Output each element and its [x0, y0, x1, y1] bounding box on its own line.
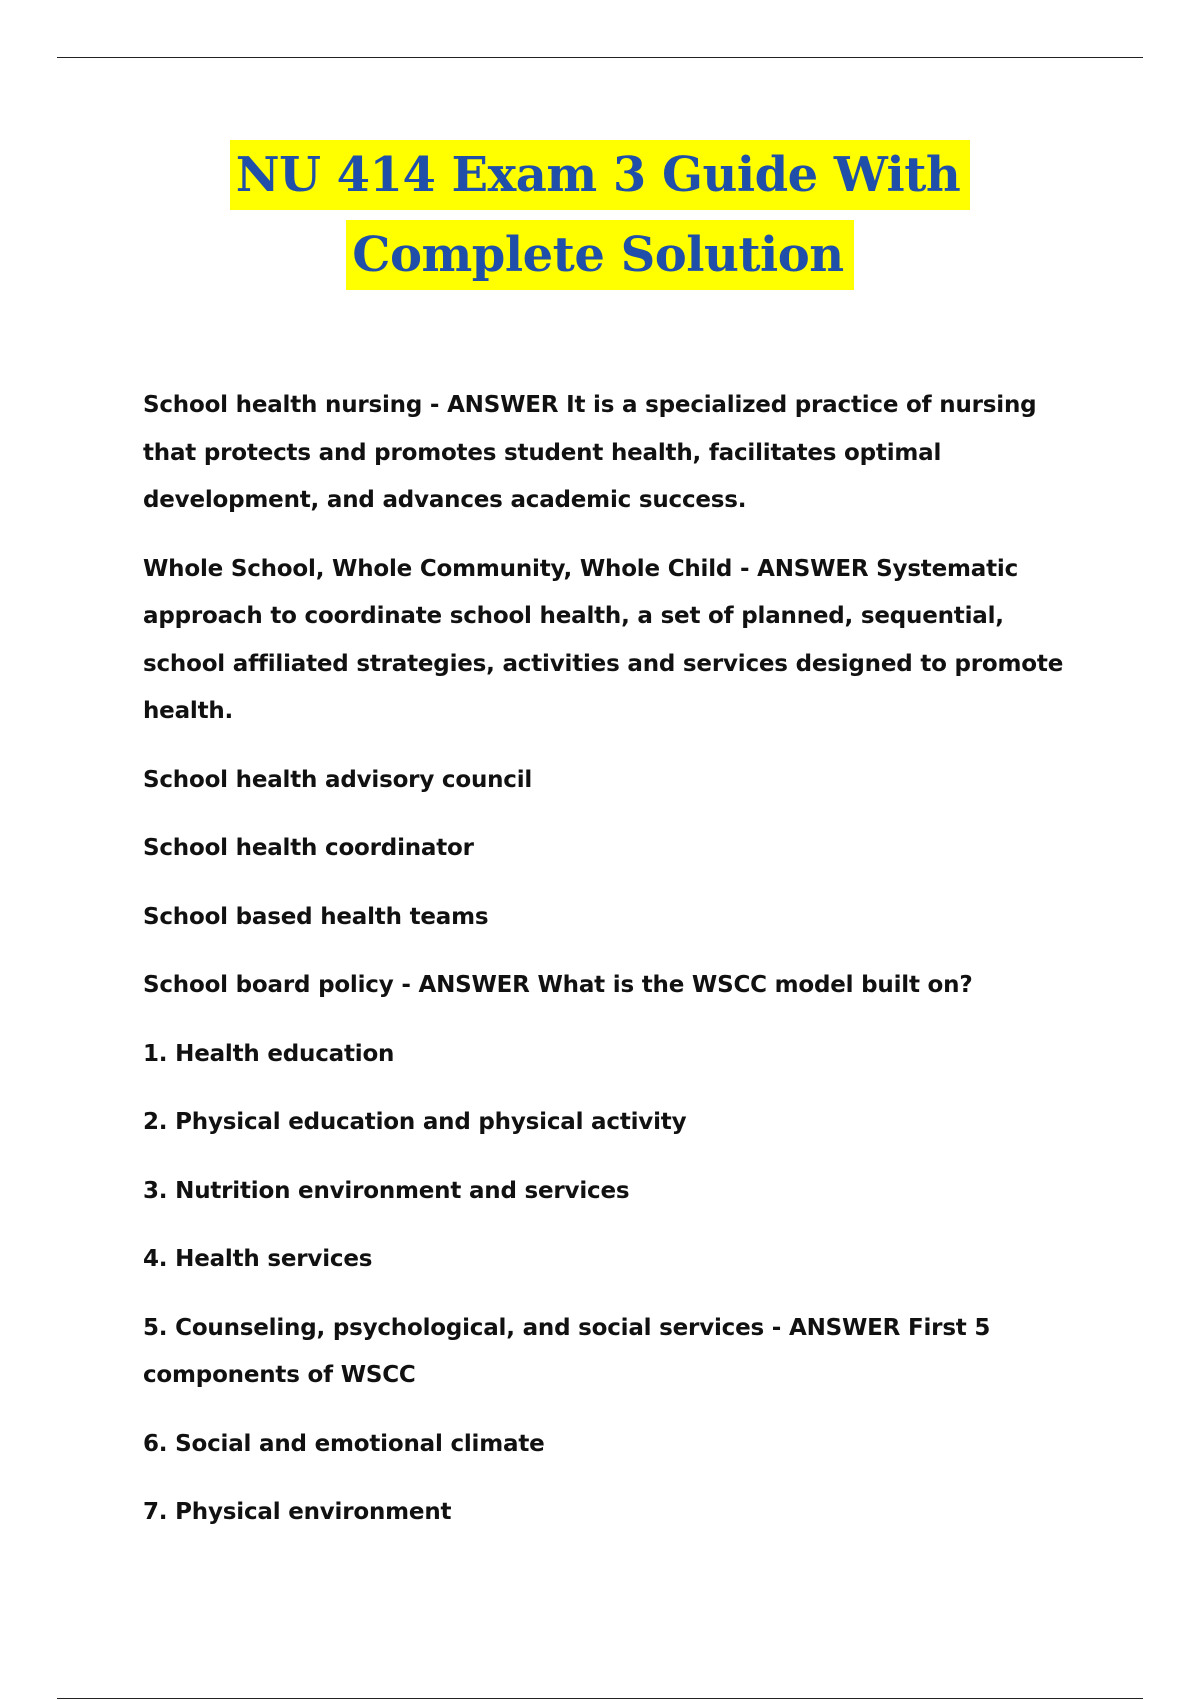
- list-item-2: 2. Physical education and physical activity: [143, 1109, 687, 1135]
- paragraph-advisory-council: School health advisory council: [143, 766, 533, 793]
- title-line-1: NU 414 Exam 3 Guide With: [230, 140, 971, 210]
- list-item-1: 1. Health education: [143, 1040, 395, 1067]
- paragraph-school-health-nursing: School health nursing - ANSWER It is a specialized practice of nursing that protects and promotes student health, facilitates optimal development, and advances academic success.: [143, 392, 1037, 513]
- list-item-3: 3. Nutrition environment and services: [143, 1177, 630, 1204]
- paragraph-wscc-definition: Whole School, Whole Community, Whole Child - ANSWER Systematic approach to coordinate school health, a set of planned, sequential, school affiliated strategies, activities and services designed to promote health.: [143, 555, 1064, 724]
- list-item-5: 5. Counseling, psychological, and social services - ANSWER First 5 components of WSCC: [143, 1314, 991, 1388]
- top-rule: [57, 57, 1143, 58]
- paragraph-health-coordinator: School health coordinator: [143, 835, 474, 861]
- document-title: [0, 140, 1200, 300]
- title-line-2: Complete Solution: [346, 220, 853, 290]
- document-body: [143, 382, 1083, 1558]
- list-item-4: 4. Health services: [143, 1246, 373, 1272]
- paragraph-board-policy: School board policy - ANSWER What is the WSCC model built on?: [143, 972, 973, 998]
- list-item-7: 7. Physical environment: [143, 1499, 452, 1525]
- list-item-6: 6. Social and emotional climate: [143, 1430, 545, 1457]
- paragraph-health-teams: School based health teams: [143, 903, 489, 930]
- bottom-rule: [57, 1698, 1143, 1699]
